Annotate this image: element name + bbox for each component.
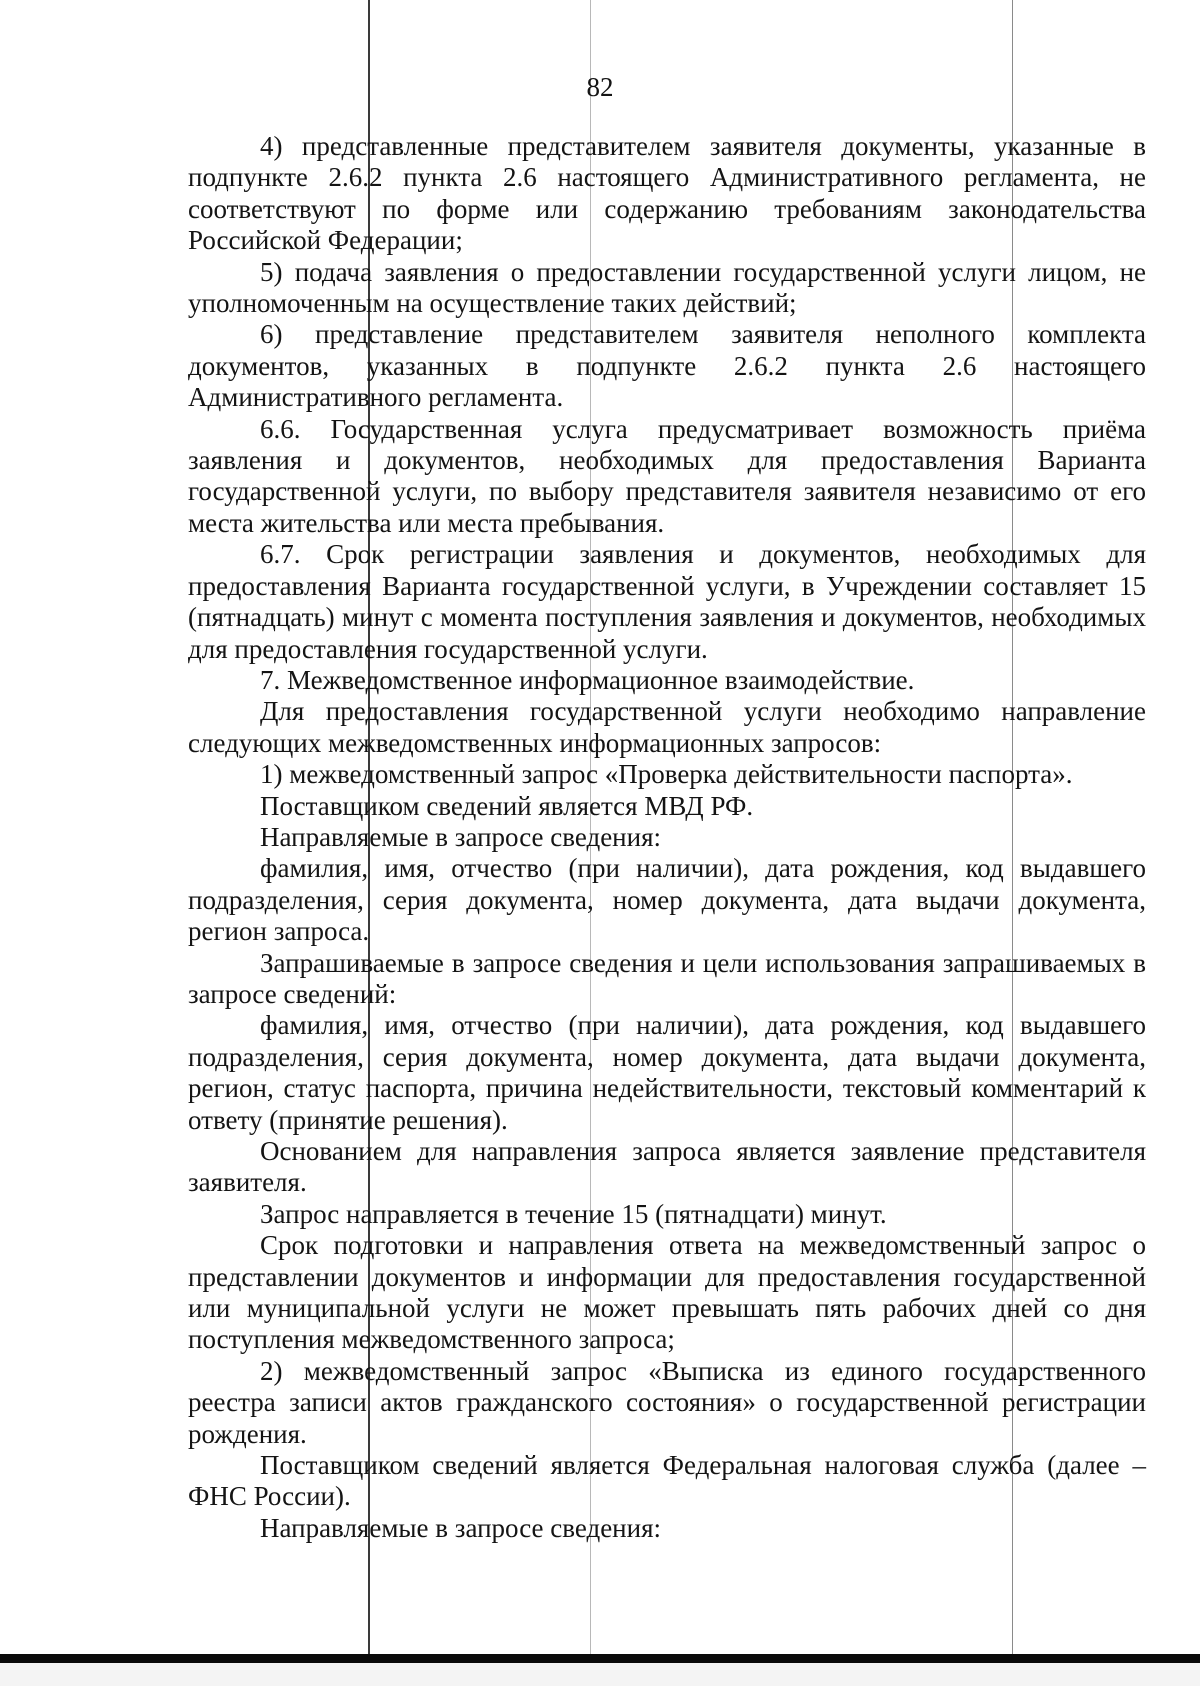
paragraph-requested-data: фамилия, имя, отчество (при наличии), дата рождения, код выдавшего подразделения, серия документа, номер документа, дата выдачи документа, регион, статус паспорта, причина недействительности, текстовый комментарий к ответу (принятие решения). xyxy=(188,1010,1146,1135)
paragraph-requests-intro: Для предоставления государственной услуги необходимо направление следующих межведомственных информационных запросов: xyxy=(188,696,1146,758)
paragraph-sent-data-1: фамилия, имя, отчество (при наличии), дата рождения, код выдавшего подразделения, серия документа, номер документа, дата выдачи документа, регион запроса. xyxy=(188,853,1146,947)
document-body xyxy=(188,131,1146,1544)
paragraph-sent-data-label-2: Направляемые в запросе сведения: xyxy=(260,1512,661,1543)
paragraph-item-6: 6) представление представителем заявителя неполного комплекта документов, указанных в подпункте 2.6.2 пункта 2.6 настоящего Административного регламента. xyxy=(188,319,1146,413)
scan-bottom-edge xyxy=(0,1663,1200,1686)
section-heading-7: 7. Межведомственное информационное взаимодействие. xyxy=(260,664,915,695)
paragraph-section-6-6: 6.6. Государственная услуга предусматривает возможность приёма заявления и документов, необходимых для предоставления Варианта государственной услуги, по выбору представителя заявителя независимо от его места жительства или места пребывания. xyxy=(188,413,1146,538)
paragraph-provider-2: Поставщиком сведений является Федеральная налоговая служба (далее – ФНС России). xyxy=(188,1450,1146,1512)
paragraph-response-deadline: Срок подготовки и направления ответа на межведомственный запрос о представлении документов и информации для предоставления государственной или муниципальной услуги не может превышать пять рабочих дней со дня поступления межведомственного запроса; xyxy=(188,1230,1146,1355)
paragraph-section-6-7: 6.7. Срок регистрации заявления и документов, необходимых для предоставления Варианта государственной услуги, в Учреждении составляет 15 (пятнадцать) минут с момента поступления заявления и документов, необходимых для предоставления государственной услуги. xyxy=(188,539,1146,664)
paragraph-request-timing: Запрос направляется в течение 15 (пятнадцати) минут. xyxy=(260,1198,887,1229)
paragraph-request-basis: Основанием для направления запроса является заявление представителя заявителя. xyxy=(188,1136,1146,1198)
paragraph-request-2: 2) межведомственный запрос «Выписка из единого государственного реестра записи актов гражданского состояния» о государственной регистрации рождения. xyxy=(188,1355,1146,1449)
paragraph-requested-data-label: Запрашиваемые в запросе сведения и цели использования запрашиваемых в запросе сведений: xyxy=(188,947,1146,1009)
page-number: 82 xyxy=(586,72,614,102)
paragraph-item-4: 4) представленные представителем заявителя документы, указанные в подпункте 2.6.2 пункта 2.6 настоящего Административного регламента, не соответствуют по форме или содержанию требованиям законодательства Российской Федерации; xyxy=(188,131,1146,256)
paragraph-sent-data-label-1: Направляемые в запросе сведения: xyxy=(260,821,661,852)
scan-bottom-bar xyxy=(0,1654,1200,1663)
paragraph-request-1: 1) межведомственный запрос «Проверка действительности паспорта». xyxy=(260,759,1073,790)
paragraph-provider-1: Поставщиком сведений является МВД РФ. xyxy=(260,790,754,821)
paragraph-item-5: 5) подача заявления о предоставлении государственной услуги лицом, не уполномоченным на осуществление таких действий; xyxy=(188,256,1146,319)
